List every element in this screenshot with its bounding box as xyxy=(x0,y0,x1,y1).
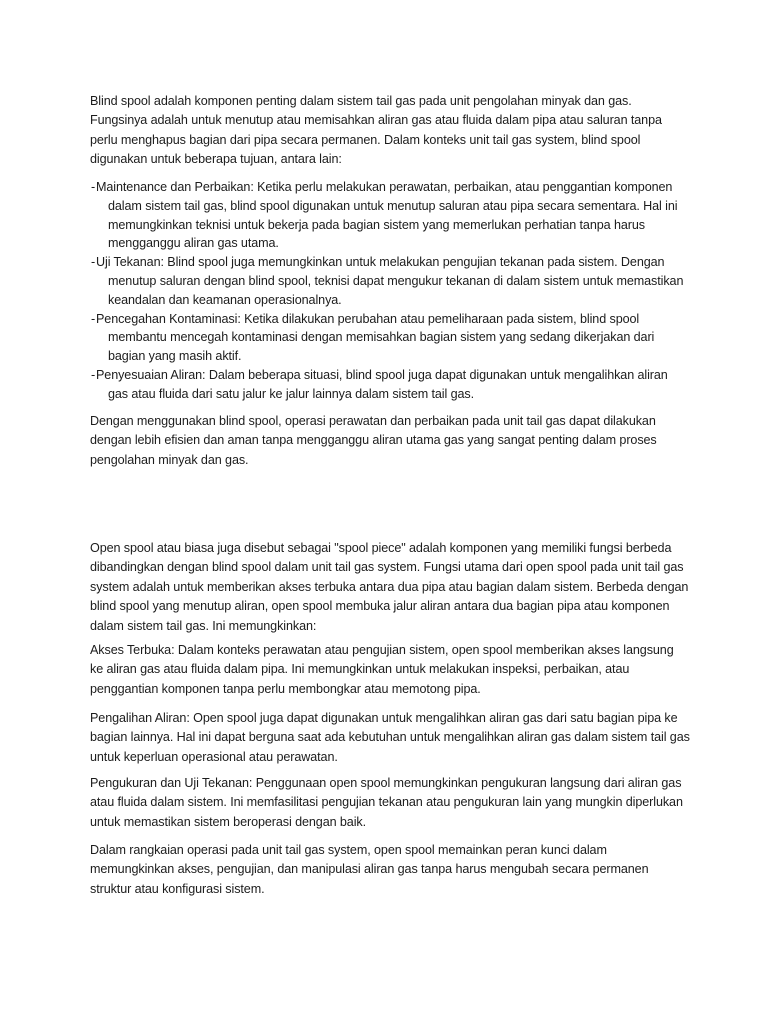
blind-spool-uses-list xyxy=(86,178,690,404)
blind-spool-conclusion-paragraph: Dengan menggunakan blind spool, operasi perawatan dan perbaikan pada unit tail gas dapat dilakukan dengan lebih efisien dan aman tanpa mengganggu aliran utama gas yang sangat penting dalam proses pengolahan minyak dan gas. xyxy=(90,414,657,467)
bullet-dash: - xyxy=(91,255,96,270)
list-item-text: Penyesuaian Aliran: Dalam beberapa situasi, blind spool juga dapat digunakan untuk mengalihkan aliran gas atau fluida dari satu jalur ke jalur lainnya dalam sistem tail gas. xyxy=(96,367,668,401)
blind-spool-intro-paragraph: Blind spool adalah komponen penting dalam sistem tail gas pada unit pengolahan minyak dan gas. Fungsinya adalah untuk menutup atau memisahkan aliran gas atau fluida dalam pipa atau saluran tanpa perlu menghapus bagian dari pipa secara permanen. Dalam konteks unit tail gas system, blind spool digunakan untuk beberapa tujuan, antara lain: xyxy=(90,94,662,167)
open-spool-conclusion-paragraph: Dalam rangkaian operasi pada unit tail gas system, open spool memainkan peran kunci dalam memungkinkan akses, pengujian, dan manipulasi aliran gas tanpa harus mengubah secara permanen struktur atau konfigurasi sistem. xyxy=(90,843,649,896)
open-spool-flow-diversion-paragraph: Pengalihan Aliran: Open spool juga dapat digunakan untuk mengalihkan aliran gas dari satu bagian pipa ke bagian lainnya. Hal ini dapat berguna saat ada kebutuhan untuk mengalihkan aliran gas dalam sistem tail gas untuk keperluan operasional atau perawatan. xyxy=(90,711,690,764)
bullet-dash: - xyxy=(91,311,96,326)
open-spool-intro-paragraph: Open spool atau biasa juga disebut sebagai "spool piece" adalah komponen yang memiliki fungsi berbeda dibandingkan dengan blind spool dalam unit tail gas system. Fungsi utama dari open spool pada unit tail gas system adalah untuk memberikan akses terbuka antara dua pipa atau bagian dalam sistem. Berbeda dengan blind spool yang menutup aliran, open spool membuka jalur aliran antara dua bagian pipa atau komponen dalam sistem tail gas. Ini memungkinkan: xyxy=(90,541,689,633)
list-item-text: Pencegahan Kontaminasi: Ketika dilakukan perubahan atau pemeliharaan pada sistem, blind spool membantu mencegah kontaminasi dengan memisahkan bagian sistem yang sedang dikerjakan dari bagian yang masih aktif. xyxy=(96,311,655,364)
list-item xyxy=(86,253,690,309)
bullet-dash: - xyxy=(91,367,96,382)
open-spool-pressure-test-paragraph: Pengukuran dan Uji Tekanan: Penggunaan open spool memungkinkan pengukuran langsung dari aliran gas atau fluida dalam sistem. Ini memfasilitasi pengujian tekanan atau pengukuran lain yang mungkin diperlukan untuk memastikan sistem beroperasi dengan baik. xyxy=(90,776,683,829)
list-item xyxy=(86,178,690,253)
bullet-dash: - xyxy=(91,180,96,194)
list-item-text: Maintenance dan Perbaikan: Ketika perlu melakukan perawatan, perbaikan, atau penggantian komponen dalam sistem tail gas, blind spool digunakan untuk menutup saluran atau pipa secara sementara. Hal ini memungkinkan teknisi untuk bekerja pada bagian sistem yang memerlukan perhatian tanpa harus mengganggu aliran gas utama. xyxy=(96,180,678,251)
list-item-text: Uji Tekanan: Blind spool juga memungkinkan untuk melakukan pengujian tekanan pada sistem. Dengan menutup saluran dengan blind spool, teknisi dapat mengukur tekanan di dalam sistem untuk memastikan keandalan dan keamanan operasionalnya. xyxy=(96,255,684,307)
list-item xyxy=(86,310,690,366)
list-item xyxy=(86,366,690,404)
open-spool-access-paragraph: Akses Terbuka: Dalam konteks perawatan atau pengujian sistem, open spool memberikan akses langsung ke aliran gas atau fluida dalam pipa. Ini memungkinkan untuk melakukan inspeksi, perbaikan, atau penggantian komponen tanpa perlu membongkar atau memotong pipa. xyxy=(90,643,674,696)
